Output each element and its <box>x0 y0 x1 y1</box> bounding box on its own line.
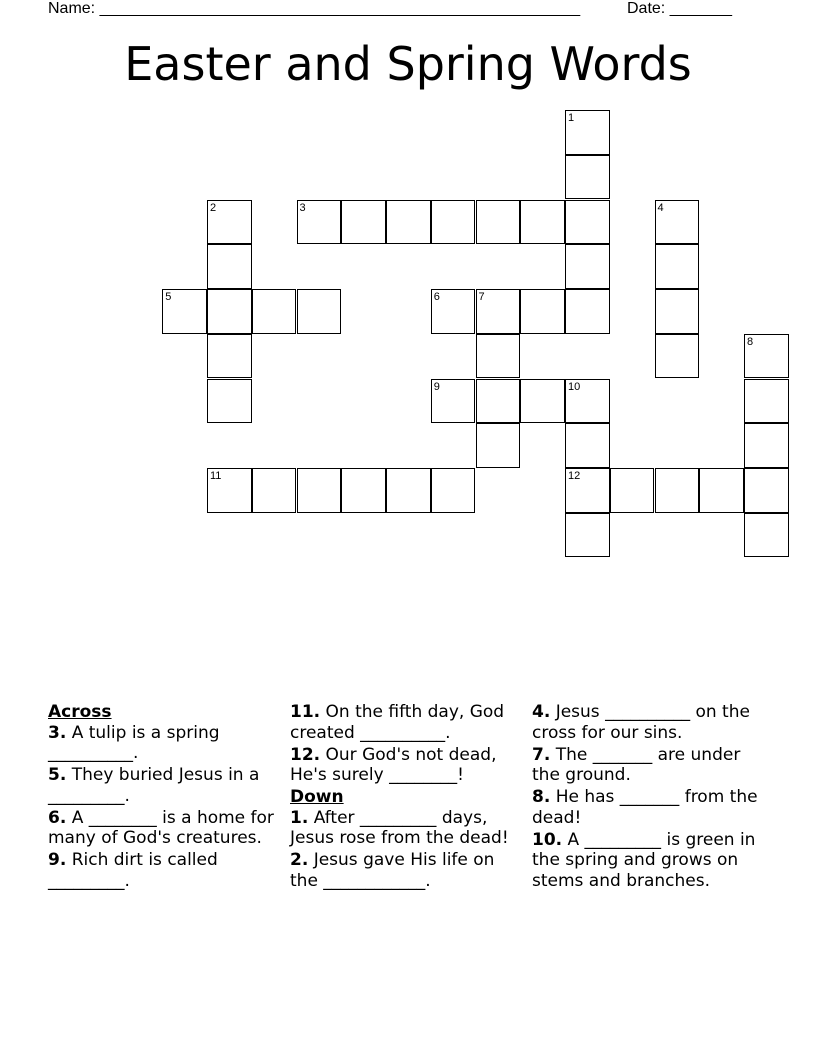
grid-cell[interactable] <box>565 513 610 558</box>
clue-text: A ________ is a home for many of God's creatures. <box>48 807 274 848</box>
grid-cell[interactable] <box>207 468 252 513</box>
clue-text: A tulip is a spring __________. <box>48 722 220 763</box>
grid-cell[interactable] <box>565 244 610 289</box>
clue-number: 8 <box>747 335 754 348</box>
down-clue-list <box>290 808 518 892</box>
grid-cell[interactable] <box>520 289 565 334</box>
grid-cell[interactable] <box>252 468 297 513</box>
clue <box>48 765 276 806</box>
grid-cell[interactable] <box>297 289 342 334</box>
clue-number: 5 <box>165 291 172 303</box>
grid-cell[interactable] <box>610 468 655 513</box>
clues-column-3 <box>532 702 772 893</box>
clue-num: 12. <box>290 744 321 765</box>
grid-cell[interactable] <box>699 468 744 513</box>
clue-num: 8. <box>532 787 551 807</box>
grid-cell[interactable] <box>207 200 252 245</box>
clue-number: 9 <box>433 380 440 393</box>
clue-text: Rich dirt is called _________. <box>48 850 218 891</box>
down-clue-list-continued <box>532 702 772 891</box>
clue <box>290 808 518 849</box>
grid-cell[interactable] <box>386 468 431 513</box>
grid-cell[interactable] <box>744 468 789 513</box>
clue-number: 3 <box>299 201 306 214</box>
clue-number: 10 <box>568 380 581 393</box>
grid-cell[interactable] <box>655 244 700 289</box>
grid-cell[interactable] <box>162 289 207 334</box>
grid-cell[interactable] <box>431 468 476 513</box>
grid-cell[interactable] <box>655 468 700 513</box>
clue-num: 7. <box>532 744 551 765</box>
clue-num: 3. <box>48 722 67 743</box>
grid-cell[interactable] <box>565 110 610 155</box>
grid-cell[interactable] <box>341 200 386 245</box>
clue <box>290 850 518 891</box>
clue-number: 2 <box>210 201 217 214</box>
clue-text: Jesus gave His life on the ____________. <box>290 850 495 891</box>
grid-cell[interactable] <box>252 289 297 334</box>
name-line: Name: ______________________________________________________ <box>48 0 581 17</box>
clue <box>48 723 276 764</box>
clue-text: The _______ are under the ground. <box>532 744 741 785</box>
grid-cell[interactable] <box>744 513 789 558</box>
grid-cell[interactable] <box>207 244 252 289</box>
grid-cell[interactable] <box>297 200 342 245</box>
grid-cell[interactable] <box>476 379 521 424</box>
grid-cell[interactable] <box>207 334 252 379</box>
grid-cell[interactable] <box>565 289 610 334</box>
grid-cell[interactable] <box>431 289 476 334</box>
grid-cell[interactable] <box>565 155 610 200</box>
clue-text: On the fifth day, God created __________. <box>290 702 505 743</box>
grid-cell[interactable] <box>297 468 342 513</box>
clue <box>48 850 276 891</box>
grid-cell[interactable] <box>565 200 610 245</box>
grid-cell[interactable] <box>655 289 700 334</box>
grid-cell[interactable] <box>565 423 610 468</box>
grid-cell[interactable] <box>207 379 252 424</box>
clue <box>48 808 276 849</box>
clue-number: 1 <box>568 112 575 124</box>
grid-cell[interactable] <box>476 200 521 245</box>
clue-number: 6 <box>433 291 440 303</box>
clue <box>532 830 772 892</box>
grid-cell[interactable] <box>520 379 565 424</box>
across-clue-list-continued <box>290 702 518 786</box>
clue-text: Our God's not dead, He's surely ________! <box>290 744 497 785</box>
grid-cell[interactable] <box>744 379 789 424</box>
page-title: Easter and Spring Words <box>124 37 692 91</box>
grid-cell[interactable] <box>476 289 521 334</box>
clue-text: Jesus __________ on the cross for our sins. <box>532 702 750 743</box>
clues-column-1 <box>48 702 276 893</box>
clue-num: 6. <box>48 807 67 828</box>
clue-number: 11 <box>210 470 222 482</box>
grid-cell[interactable] <box>386 200 431 245</box>
clue-text: After _________ days, Jesus rose from the dead! <box>290 807 509 848</box>
clue-num: 10. <box>532 829 563 850</box>
clue <box>290 702 518 743</box>
grid-cell[interactable] <box>431 200 476 245</box>
clue-number: 12 <box>568 470 581 482</box>
grid-cell[interactable] <box>655 200 700 245</box>
down-heading: Down <box>290 787 344 807</box>
grid-cell[interactable] <box>744 423 789 468</box>
grid-cell[interactable] <box>565 468 610 513</box>
clue-num: 9. <box>48 850 67 870</box>
clue-text: They buried Jesus in a _________. <box>48 765 260 806</box>
clue-text: He has _______ from the dead! <box>532 787 758 828</box>
clue <box>532 702 772 743</box>
clue-number: 4 <box>657 201 664 214</box>
across-heading: Across <box>48 702 112 722</box>
across-clue-list <box>48 723 276 892</box>
grid-cell[interactable] <box>341 468 386 513</box>
clue <box>532 745 772 786</box>
grid-cell[interactable] <box>655 334 700 379</box>
clue-num: 1. <box>290 807 309 828</box>
clue <box>290 745 518 786</box>
grid-cell[interactable] <box>744 334 789 379</box>
grid-cell[interactable] <box>207 289 252 334</box>
grid-cell[interactable] <box>565 379 610 424</box>
clue-text: A _________ is green in the spring and grows on stems and branches. <box>532 829 756 891</box>
grid-cell[interactable] <box>431 379 476 424</box>
clue-num: 4. <box>532 702 551 722</box>
clue <box>532 787 772 828</box>
grid-cell[interactable] <box>520 200 565 245</box>
clue-num: 2. <box>290 850 309 870</box>
grid-cell[interactable] <box>476 334 521 379</box>
clue-number: 7 <box>478 291 485 303</box>
clue-num: 11. <box>290 702 321 722</box>
clues-column-2 <box>290 702 518 893</box>
clue-num: 5. <box>48 765 67 785</box>
date-line: Date: _______ <box>627 0 732 17</box>
grid-cell[interactable] <box>476 423 521 468</box>
